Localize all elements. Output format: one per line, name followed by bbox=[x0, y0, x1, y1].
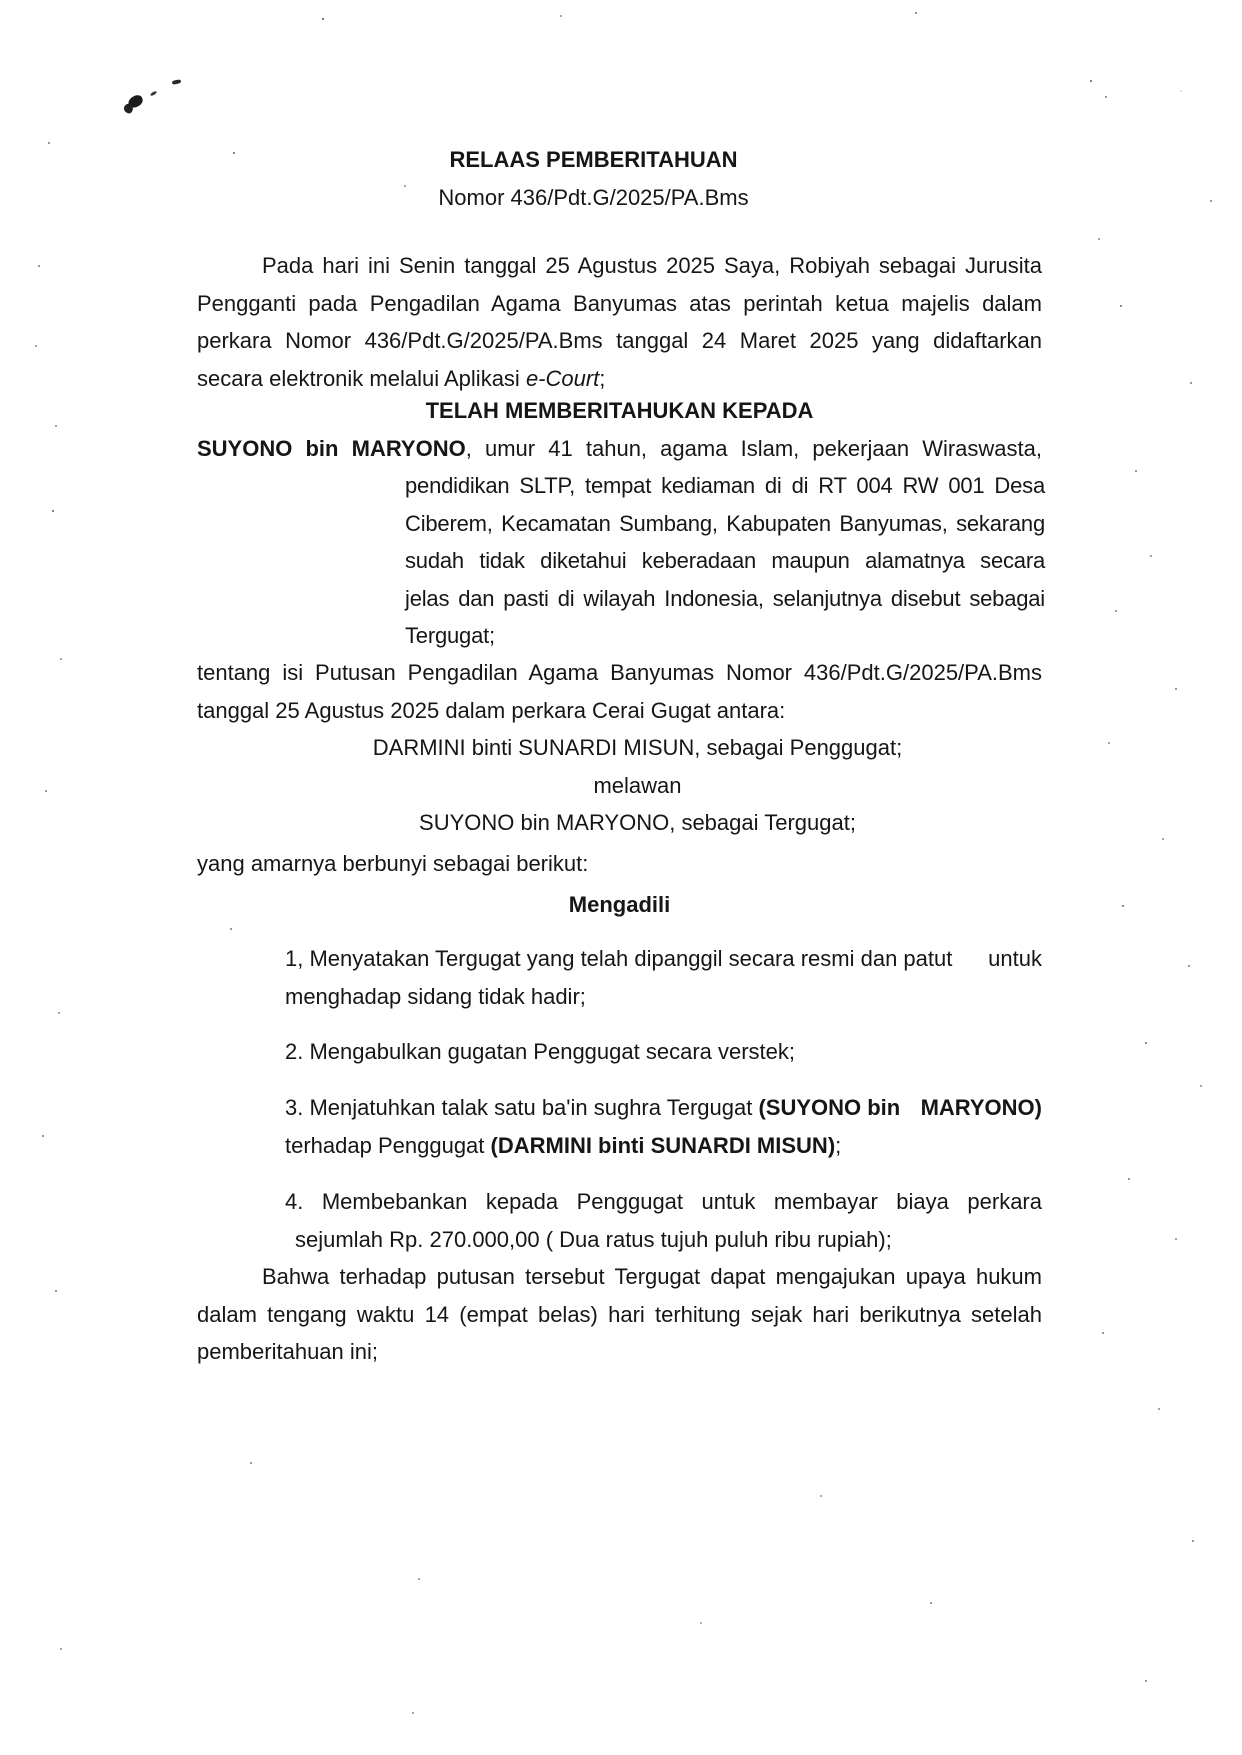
ruling3-line-1: 3. Menjatuhkan talak satu ba'in sughra Tergugat (SUYONO bin MARYONO) bbox=[285, 1089, 1042, 1127]
opening-line-1: Pada hari ini Senin tanggal 25 Agustus 2025 Saya, Robiyah sebagai Jurusita bbox=[262, 253, 1042, 278]
closing-line-2: dalam tengang waktu 14 (empat belas) hari terhitung sejak hari berikutnya setelah bbox=[197, 1301, 1042, 1327]
defendant-intro-line: SUYONO bin MARYONO, umur 41 tahun, agama Islam, pekerjaan Wiraswasta, bbox=[197, 436, 1042, 461]
defendant-detail-1: pendidikan SLTP, tempat kediaman di di RT 004 RW 001 Desa bbox=[405, 473, 1045, 498]
regarding-line-1: tentang isi Putusan Pengadilan Agama Banyumas Nomor 436/Pdt.G/2025/PA.Bms bbox=[197, 660, 1042, 685]
defendant-name-bold: (SUYONO bin bbox=[758, 1095, 901, 1120]
opening-line-2: Pengganti pada Pengadilan Agama Banyumas atas perintah ketua majelis dalam bbox=[197, 290, 1042, 316]
ink-blot bbox=[150, 90, 158, 96]
notify-heading: TELAH MEMBERITAHUKAN KEPADA bbox=[425, 398, 814, 423]
defendant-name-bold: MARYONO) bbox=[920, 1095, 1042, 1120]
ruling3-line-2: terhadap Penggugat (DARMINI binti SUNARDI MISUN); bbox=[285, 1132, 842, 1158]
plaintiff-line: DARMINI binti SUNARDI MISUN, sebagai Penggugat; bbox=[372, 735, 903, 760]
case-number: Nomor 436/Pdt.G/2025/PA.Bms bbox=[438, 185, 749, 210]
opening-line-3: perkara Nomor 436/Pdt.G/2025/PA.Bms tanggal 24 Maret 2025 yang didaftarkan bbox=[197, 328, 1042, 354]
amar-intro: yang amarnya berbunyi sebagai berikut: bbox=[197, 851, 589, 876]
ruling2-line-1: 2. Mengabulkan gugatan Penggugat secara verstek; bbox=[285, 1039, 796, 1064]
closing-line-1: Bahwa terhadap putusan tersebut Tergugat dapat mengajukan upaya hukum bbox=[262, 1264, 1042, 1289]
regarding-line-2: tanggal 25 Agustus 2025 dalam perkara Cerai Gugat antara: bbox=[197, 697, 786, 723]
ruling4-line-2: sejumlah Rp. 270.000,00 ( Dua ratus tujuh puluh ribu rupiah); bbox=[295, 1226, 892, 1252]
plaintiff-name-bold: (DARMINI binti SUNARDI MISUN) bbox=[490, 1132, 836, 1158]
ruling1-line-2: menghadap sidang tidak hadir; bbox=[285, 983, 586, 1009]
ecourt-italic: e-Court bbox=[525, 365, 600, 391]
defendant-line: SUYONO bin MARYONO, sebagai Tergugat; bbox=[419, 810, 856, 836]
closing-line-3: pemberitahuan ini; bbox=[197, 1339, 379, 1365]
scan-noise-specks bbox=[0, 0, 2, 2]
defendant-detail-4: jelas dan pasti di wilayah Indonesia, selanjutnya disebut sebagai bbox=[405, 585, 1045, 611]
defendant-name: SUYONO bin MARYONO bbox=[197, 436, 466, 461]
ruling-heading: Mengadili bbox=[568, 892, 671, 917]
ruling1-line-1: 1, Menyatakan Tergugat yang telah dipanggil secara resmi dan patut untuk bbox=[285, 946, 1042, 971]
opening-line-4: secara elektronik melalui Aplikasi e-Court; bbox=[197, 365, 606, 391]
defendant-detail-3: sudah tidak diketahui keberadaan maupun alamatnya secara bbox=[405, 548, 1045, 574]
defendant-detail-2: Ciberem, Kecamatan Sumbang, Kabupaten Banyumas, sekarang bbox=[405, 510, 1045, 536]
versus-word: melawan bbox=[593, 772, 682, 798]
ink-blot bbox=[172, 79, 182, 85]
document-title: RELAAS PEMBERITAHUAN bbox=[449, 147, 738, 172]
ruling4-line-1: 4. Membebankan kepada Penggugat untuk membayar biaya perkara bbox=[285, 1189, 1042, 1214]
defendant-detail-5: Tergugat; bbox=[405, 623, 495, 649]
